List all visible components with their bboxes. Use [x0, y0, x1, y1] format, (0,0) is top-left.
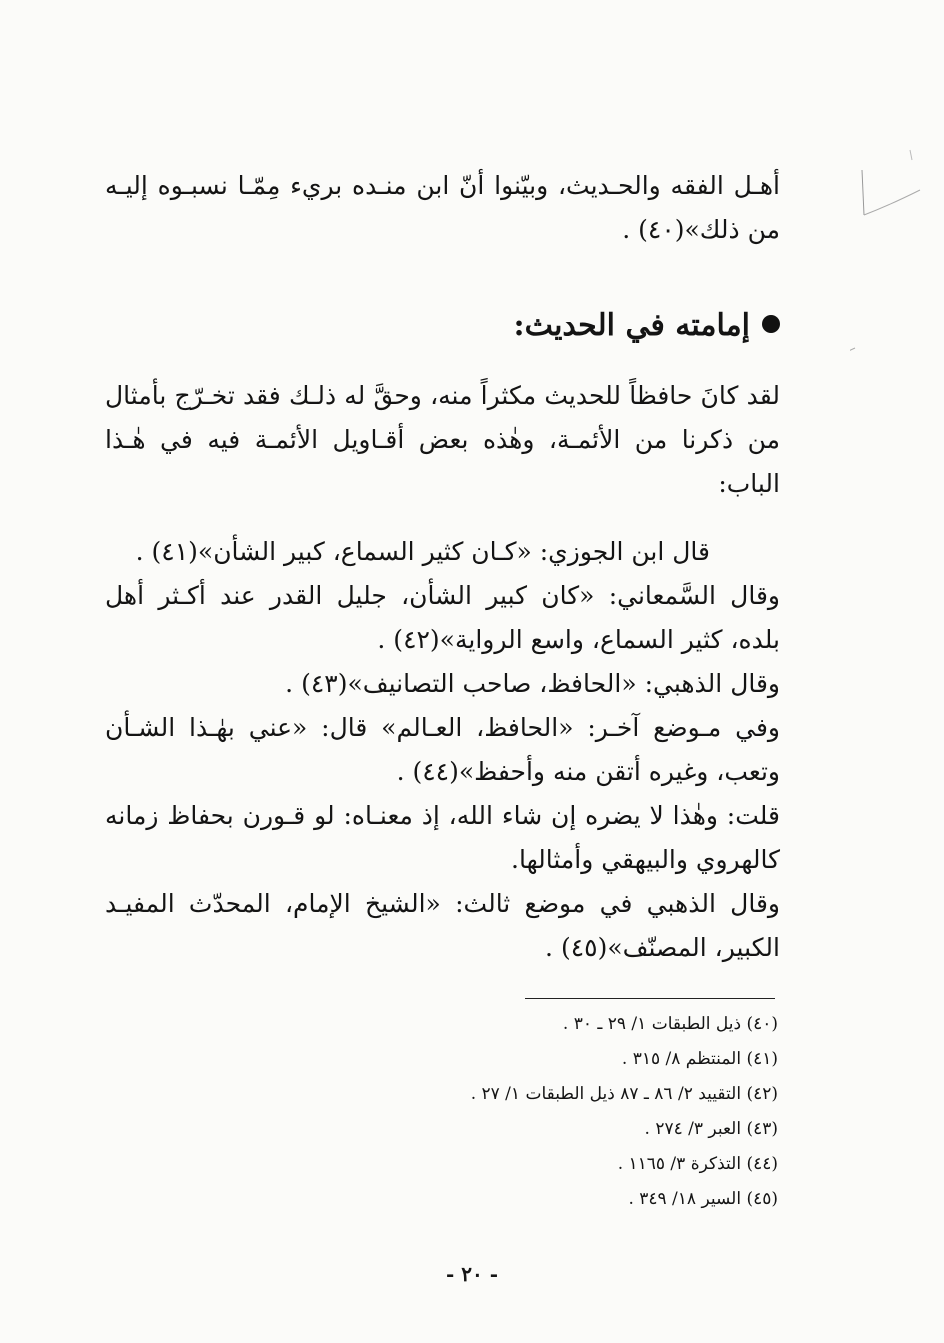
quote-paragraph: وقال الذهبي في موضع ثالث: «الشيخ الإمام، المحدّث المفيـد الكبير، المصنّف»(٤٥) .: [105, 889, 780, 962]
footnote: (٤٢) التقييد ٢/ ٨٦ ـ ٨٧ ذيل الطبقات ١/ ٢٧ .: [470, 1084, 778, 1104]
footnote: (٤٥) السير ١٨/ ٣٤٩ .: [628, 1189, 778, 1209]
quotes-section: [105, 530, 780, 970]
footnote: (٤٣) العبر ٣/ ٢٧٤ .: [644, 1119, 778, 1139]
page-number: - ٢٠ -: [445, 1262, 498, 1286]
margin-scribble-icon: [850, 130, 940, 360]
footnote-divider: [525, 998, 775, 999]
quote-paragraph: قلت: وهٰذا لا يضره إن شاء الله، إذ معنـاه: لو قـورن بحفاظ زمانه كالهروي والبيهقي وأمثالها.: [105, 801, 780, 874]
intro-paragraph: لقد كانَ حافظاً للحديث مكثراً منه، وحقَّ له ذلـك فقد تخـرّج بأمثال من ذكرنا من الأئمـة، وهٰذه بعض أقـاويل الأئمـة فيه في هٰـذا الباب:: [105, 381, 780, 498]
footnote: (٤٠) ذيل الطبقات ١/ ٢٩ ـ ٣٠ .: [562, 1014, 778, 1034]
footnote: (٤٤) التذكرة ٣/ ١١٦٥ .: [617, 1154, 778, 1174]
footnotes: [300, 1007, 778, 1217]
quote-paragraph: وفي مـوضع آخـر: «الحافظ، العـالم» قال: «عني بهٰـذا الشـأن وتعب، وغيره أتقن منه وأحفظ»(٤٤) .: [105, 713, 780, 786]
bullet-icon: [762, 315, 780, 333]
top-paragraph: أهـل الفقه والحـديث، وبيّنوا أنّ ابن منـده بريء مِمّـا نسبـوه إليـه من ذلك»(٤٠) .: [105, 171, 780, 244]
section-heading: [400, 302, 780, 350]
section-heading-text: إمامته في الحديث:: [513, 308, 750, 343]
footnote: (٤١) المنتظم ٨/ ٣١٥ .: [621, 1049, 778, 1069]
quote-paragraph: وقال الذهبي: «الحافظ، صاحب التصانيف»(٤٣) .: [285, 669, 780, 698]
quote-paragraph: وقال السَّمعاني: «كان كبير الشأن، جليل القدر عند أكـثر أهل بلده، كثير السماع، واسع الرواية»(٤٢) .: [105, 581, 780, 654]
quote-paragraph: قال ابن الجوزي: «كـان كثير السماع، كبير الشأن»(٤١) .: [135, 537, 710, 566]
